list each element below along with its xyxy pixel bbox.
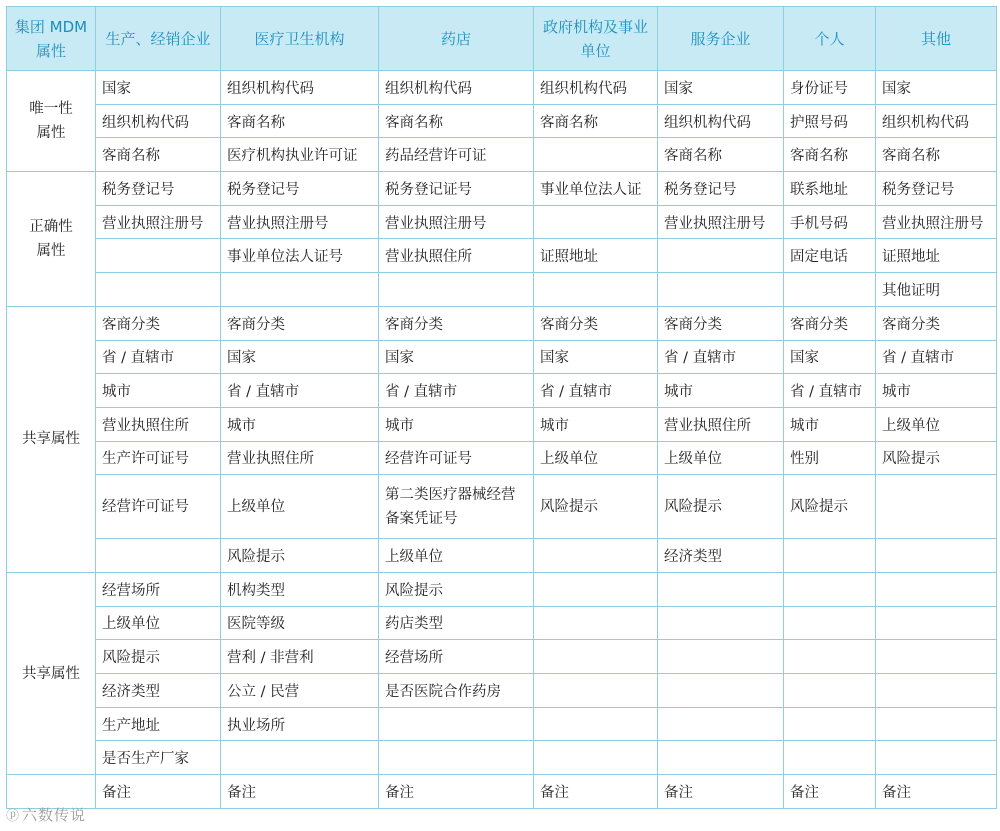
table-cell: 客商分类 xyxy=(876,306,997,340)
table-row xyxy=(7,239,997,273)
table-cell xyxy=(534,138,658,172)
table-cell: 客商名称 xyxy=(379,104,534,138)
table-cell xyxy=(658,741,784,775)
table-cell: 经济类型 xyxy=(96,674,221,708)
table-cell: 营业执照注册号 xyxy=(96,205,221,239)
header-row xyxy=(7,7,997,71)
table-cell xyxy=(534,741,658,775)
table-cell: 税务登记号 xyxy=(96,172,221,206)
table-cell: 性别 xyxy=(784,441,876,475)
table-cell xyxy=(784,606,876,640)
table-row xyxy=(7,273,997,307)
table-row xyxy=(7,674,997,708)
table-cell xyxy=(876,640,997,674)
column-header: 集团 MDM 属性 xyxy=(7,7,96,71)
table-header xyxy=(7,7,997,71)
table-cell xyxy=(379,273,534,307)
table-cell: 药店类型 xyxy=(379,606,534,640)
table-cell: 固定电话 xyxy=(784,239,876,273)
table-cell: 国家 xyxy=(221,340,379,374)
table-cell: 组织机构代码 xyxy=(876,104,997,138)
notes-cell: 备注 xyxy=(379,775,534,809)
table-cell: 风险提示 xyxy=(221,539,379,573)
table-cell xyxy=(876,606,997,640)
table-cell: 其他证明 xyxy=(876,273,997,307)
table-cell: 客商分类 xyxy=(534,306,658,340)
table-cell xyxy=(221,741,379,775)
table-cell xyxy=(658,640,784,674)
table-cell xyxy=(534,707,658,741)
table-cell xyxy=(658,572,784,606)
table-cell xyxy=(876,475,997,539)
table-cell xyxy=(784,572,876,606)
table-cell xyxy=(784,640,876,674)
table-row xyxy=(7,374,997,408)
table-row xyxy=(7,606,997,640)
watermark-text: 六数传说 xyxy=(22,806,87,824)
table-cell: 省 / 直辖市 xyxy=(534,374,658,408)
notes-cell: 备注 xyxy=(96,775,221,809)
notes-cell: 备注 xyxy=(658,775,784,809)
table-cell: 生产地址 xyxy=(96,707,221,741)
table-cell: 事业单位法人证 xyxy=(534,172,658,206)
table-cell: 是否医院合作药房 xyxy=(379,674,534,708)
table-cell: 药品经营许可证 xyxy=(379,138,534,172)
table-cell: 国家 xyxy=(658,71,784,105)
table-cell: 客商分类 xyxy=(221,306,379,340)
table-cell: 营业执照注册号 xyxy=(221,205,379,239)
table-cell xyxy=(221,273,379,307)
table-cell: 国家 xyxy=(534,340,658,374)
table-cell: 省 / 直辖市 xyxy=(876,340,997,374)
table-cell: 营业执照住所 xyxy=(379,239,534,273)
table-cell: 组织机构代码 xyxy=(658,104,784,138)
mdm-attribute-table xyxy=(6,6,997,809)
table-row xyxy=(7,306,997,340)
table-cell: 城市 xyxy=(534,407,658,441)
table-row xyxy=(7,172,997,206)
table-row xyxy=(7,340,997,374)
attribute-group-label: 唯一性 属性 xyxy=(7,71,96,172)
table-cell: 风险提示 xyxy=(658,475,784,539)
table-cell xyxy=(534,640,658,674)
column-header: 其他 xyxy=(876,7,997,71)
table-row xyxy=(7,138,997,172)
table-cell xyxy=(379,741,534,775)
table-cell: 证照地址 xyxy=(534,239,658,273)
table-cell xyxy=(876,572,997,606)
table-cell: 上级单位 xyxy=(96,606,221,640)
table-cell: 客商名称 xyxy=(876,138,997,172)
table-cell xyxy=(534,572,658,606)
table-cell xyxy=(658,674,784,708)
table-cell: 国家 xyxy=(379,340,534,374)
column-header: 药店 xyxy=(379,7,534,71)
table-row xyxy=(7,475,997,539)
column-header: 服务企业 xyxy=(658,7,784,71)
table-cell: 省 / 直辖市 xyxy=(96,340,221,374)
table-cell: 客商名称 xyxy=(658,138,784,172)
table-cell: 上级单位 xyxy=(534,441,658,475)
table-cell: 省 / 直辖市 xyxy=(784,374,876,408)
notes-cell: 备注 xyxy=(221,775,379,809)
table-cell: 客商名称 xyxy=(784,138,876,172)
table-cell: 护照号码 xyxy=(784,104,876,138)
table-cell xyxy=(784,539,876,573)
table-cell: 联系地址 xyxy=(784,172,876,206)
table-row xyxy=(7,71,997,105)
table-cell xyxy=(876,707,997,741)
table-cell: 营业执照注册号 xyxy=(876,205,997,239)
table-cell: 城市 xyxy=(876,374,997,408)
table-cell: 省 / 直辖市 xyxy=(379,374,534,408)
table-cell: 国家 xyxy=(96,71,221,105)
column-header: 医疗卫生机构 xyxy=(221,7,379,71)
attribute-group-label: 共享属性 xyxy=(7,306,96,572)
table-cell: 国家 xyxy=(876,71,997,105)
table-body xyxy=(7,71,997,809)
table-cell: 风险提示 xyxy=(534,475,658,539)
table-cell: 风险提示 xyxy=(784,475,876,539)
table-cell: 国家 xyxy=(784,340,876,374)
table-cell: 风险提示 xyxy=(379,572,534,606)
table-cell: 证照地址 xyxy=(876,239,997,273)
watermark xyxy=(6,804,86,825)
table-cell: 城市 xyxy=(658,374,784,408)
notes-cell: 备注 xyxy=(534,775,658,809)
table-cell: 身份证号 xyxy=(784,71,876,105)
column-header: 政府机构及事业单位 xyxy=(534,7,658,71)
table-cell xyxy=(658,273,784,307)
table-cell xyxy=(534,273,658,307)
table-cell: 城市 xyxy=(221,407,379,441)
table-cell: 客商名称 xyxy=(534,104,658,138)
notes-row xyxy=(7,775,997,809)
table-cell: 上级单位 xyxy=(221,475,379,539)
table-cell: 省 / 直辖市 xyxy=(221,374,379,408)
table-cell xyxy=(876,741,997,775)
table-cell: 公立 / 民营 xyxy=(221,674,379,708)
table-cell xyxy=(658,239,784,273)
column-header: 生产、经销企业 xyxy=(96,7,221,71)
table-cell: 客商分类 xyxy=(379,306,534,340)
table-cell: 营利 / 非营利 xyxy=(221,640,379,674)
table-cell: 经营许可证号 xyxy=(96,475,221,539)
table-cell: 经营许可证号 xyxy=(379,441,534,475)
table-cell xyxy=(784,273,876,307)
table-cell: 经营场所 xyxy=(379,640,534,674)
table-cell: 执业场所 xyxy=(221,707,379,741)
table-cell: 上级单位 xyxy=(876,407,997,441)
table-row xyxy=(7,407,997,441)
table-cell: 机构类型 xyxy=(221,572,379,606)
table-cell xyxy=(96,539,221,573)
table-cell xyxy=(658,707,784,741)
attribute-group-label: 共享属性 xyxy=(7,572,96,774)
table-cell: 生产许可证号 xyxy=(96,441,221,475)
table-row xyxy=(7,707,997,741)
table-cell xyxy=(96,239,221,273)
table-cell: 营业执照住所 xyxy=(658,407,784,441)
table-cell xyxy=(534,205,658,239)
table-cell xyxy=(784,741,876,775)
table-cell: 营业执照住所 xyxy=(96,407,221,441)
table-row xyxy=(7,572,997,606)
table-cell xyxy=(534,606,658,640)
table-cell: 手机号码 xyxy=(784,205,876,239)
table-cell: 事业单位法人证号 xyxy=(221,239,379,273)
notes-cell: 备注 xyxy=(784,775,876,809)
table-cell: 医院等级 xyxy=(221,606,379,640)
table-cell: 客商分类 xyxy=(96,306,221,340)
table-cell xyxy=(876,674,997,708)
table-cell: 城市 xyxy=(784,407,876,441)
table-cell: 营业执照注册号 xyxy=(379,205,534,239)
table-cell: 经营场所 xyxy=(96,572,221,606)
table-cell: 客商名称 xyxy=(96,138,221,172)
table-cell xyxy=(379,707,534,741)
notes-cell: 备注 xyxy=(876,775,997,809)
table-cell: 税务登记号 xyxy=(658,172,784,206)
table-cell: 经济类型 xyxy=(658,539,784,573)
table-row xyxy=(7,441,997,475)
table-cell: 税务登记号 xyxy=(221,172,379,206)
table-cell: 营业执照住所 xyxy=(221,441,379,475)
table-cell: 城市 xyxy=(379,407,534,441)
table-row xyxy=(7,741,997,775)
table-cell: 营业执照注册号 xyxy=(658,205,784,239)
table-row xyxy=(7,640,997,674)
table-cell: 组织机构代码 xyxy=(96,104,221,138)
table-cell: 税务登记证号 xyxy=(379,172,534,206)
table-cell: 上级单位 xyxy=(379,539,534,573)
table-row xyxy=(7,205,997,239)
table-row xyxy=(7,539,997,573)
table-cell: 组织机构代码 xyxy=(379,71,534,105)
table-cell xyxy=(96,273,221,307)
table-cell: 城市 xyxy=(96,374,221,408)
table-cell: 组织机构代码 xyxy=(221,71,379,105)
table-cell: 第二类医疗器械经营备案凭证号 xyxy=(379,475,534,539)
table-cell xyxy=(534,539,658,573)
attribute-group-label: 正确性 属性 xyxy=(7,172,96,307)
table-cell xyxy=(658,606,784,640)
table-cell: 上级单位 xyxy=(658,441,784,475)
table-cell: 客商分类 xyxy=(784,306,876,340)
table-cell xyxy=(784,707,876,741)
table-cell: 客商分类 xyxy=(658,306,784,340)
column-header: 个人 xyxy=(784,7,876,71)
logo-icon: ⓟ xyxy=(6,809,21,824)
table-cell xyxy=(534,674,658,708)
table-cell: 客商名称 xyxy=(221,104,379,138)
table-cell: 省 / 直辖市 xyxy=(658,340,784,374)
table-cell: 风险提示 xyxy=(876,441,997,475)
table-row xyxy=(7,104,997,138)
table-cell xyxy=(876,539,997,573)
table-cell: 税务登记号 xyxy=(876,172,997,206)
table-cell xyxy=(784,674,876,708)
table-cell: 组织机构代码 xyxy=(534,71,658,105)
table-cell: 是否生产厂家 xyxy=(96,741,221,775)
table-cell: 风险提示 xyxy=(96,640,221,674)
table-cell: 医疗机构执业许可证 xyxy=(221,138,379,172)
